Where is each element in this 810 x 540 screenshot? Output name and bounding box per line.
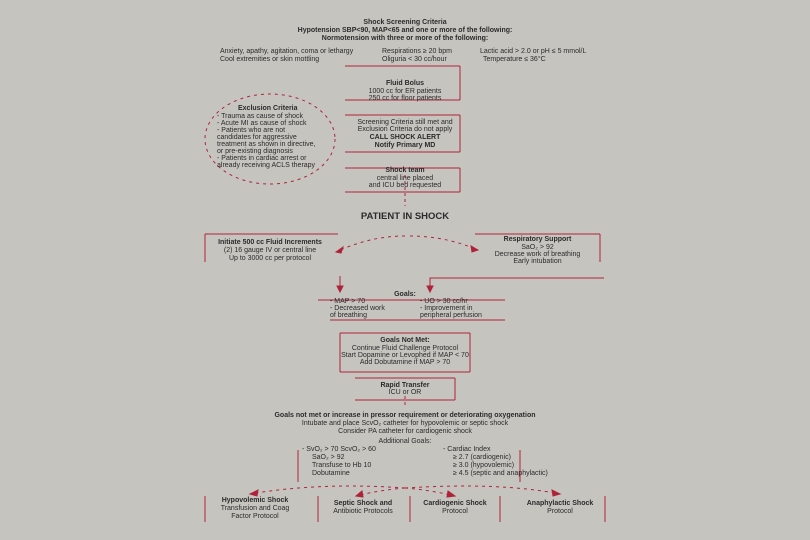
goals-not-met-title: Goals Not Met: (380, 337, 430, 344)
goals-right-2: - Improvement in (420, 305, 473, 312)
screening-title: Shock Screening Criteria (363, 19, 447, 26)
exclusion-item: - Acute MI as cause of shock (217, 120, 307, 127)
cardiogenic-line1: Protocol (442, 508, 468, 515)
anaphylactic-title: Anaphylactic Shock (526, 500, 594, 507)
rapid-transfer-line1: ICU or OR (388, 389, 422, 396)
pressor-left-3: Transfuse to Hb 10 (312, 462, 372, 469)
shock-team-line2: and ICU bed requested (368, 182, 442, 189)
patient-in-shock: PATIENT IN SHOCK (360, 211, 450, 222)
exclusion-title: Exclusion Criteria (238, 105, 298, 112)
shock-team-title: Shock team (385, 167, 425, 174)
exclusion-item: treatment as shown in directive, (217, 141, 316, 148)
criteria-right-2: Temperature ≤ 36°C (483, 56, 546, 63)
exclusion-item: already receiving ACLS therapy (217, 162, 316, 169)
cardiogenic-title: Cardiogenic Shock (423, 500, 487, 507)
fluid-increments-line2: Up to 3000 cc per protocol (228, 255, 312, 262)
criteria-left-2: Cool extremities or skin mottling (220, 56, 320, 63)
pressor-left-2: SaO₂ > 92 (312, 454, 345, 461)
goals-left-1: - MAP > 70 (330, 298, 366, 305)
exclusion-item: - Patients in cardiac arrest or (217, 155, 307, 162)
alert-line1: Screening Criteria still met and (357, 119, 453, 126)
goals-not-met-line2: Start Dopamine or Levophed if MAP < 70 (341, 352, 469, 359)
fluid-bolus-line1: 1000 cc for ER patients (368, 88, 442, 95)
shock-team-line1: central line placed (376, 175, 434, 182)
fluid-increments-line1: (2) 16 gauge IV or central line (223, 247, 317, 254)
connector-end-anaphylactic (405, 486, 560, 494)
goals-right-1: - UO > 30 cc/hr (420, 298, 468, 305)
rapid-transfer-title: Rapid Transfer (380, 382, 430, 389)
connector-shock-left-arc (336, 236, 405, 252)
anaphylactic-line1: Protocol (547, 508, 573, 515)
pressor-left-1: - SvO₂ > 70 ScvO₂ > 60 (302, 446, 376, 453)
goals-left-3: of breathing (330, 312, 367, 319)
connector-shock-right-arc (410, 236, 478, 250)
exclusion-item: candidates for aggressive (217, 134, 297, 141)
alert-line2: Exclusion Criteria do not apply (357, 126, 453, 133)
alert-line3: CALL SHOCK ALERT (369, 134, 441, 141)
septic-title: Septic Shock and (333, 500, 393, 507)
fluid-bolus-title: Fluid Bolus (385, 80, 425, 87)
screening-line2: Normotension with three or more of the following: (321, 35, 489, 42)
alert-line4: Notify Primary MD (374, 142, 436, 149)
pressor-right-1: - Cardiac Index (443, 446, 491, 453)
hypovolemic-title: Hypovolemic Shock (221, 497, 289, 504)
goals-not-met-line3: Add Dobutamine if MAP > 70 (359, 359, 451, 366)
goals-not-met-line1: Continue Fluid Challenge Protocol (351, 345, 459, 352)
criteria-left-1: Anxiety, apathy, agitation, coma or lethargy (220, 48, 354, 55)
connector-end-hypovolemic (250, 486, 405, 494)
hypovolemic-line1: Transfusion and Coag (220, 505, 290, 512)
pressor-line2: Consider PA catheter for cardiogenic shock (338, 428, 472, 435)
criteria-mid-2: Oliguria < 30 cc/hour (382, 56, 447, 63)
goals-left-2: - Decreased work (330, 305, 385, 312)
septic-line1: Antibiotic Protocols (333, 508, 393, 515)
pressor-right-4: ≥ 4.5 (septic and anaphylactic) (453, 470, 548, 477)
pressor-right-2: ≥ 2.7 (cardiogenic) (453, 454, 511, 461)
connector-end-septic (356, 488, 405, 496)
fluid-increments-title: Initiate 500 cc Fluid Increments (218, 239, 322, 246)
respiratory-title: Respiratory Support (503, 236, 572, 243)
exclusion-item: or pre-existing diagnosis (217, 148, 293, 155)
criteria-mid-1: Respirations ≥ 20 bpm (382, 48, 452, 55)
respiratory-line3: Early intubation (513, 258, 562, 265)
fluid-bolus-line2: 250 cc for floor patients (368, 95, 442, 102)
criteria-right-1: Lactic acid > 2.0 or pH ≤ 5 mmol/L (480, 48, 587, 55)
screening-line1: Hypotension SBP<90, MAP<65 and one or more of the following: (297, 27, 513, 34)
respiratory-line2: Decrease work of breathing (494, 251, 581, 258)
connector-resp-goals (430, 278, 604, 288)
pressor-left-4: Dobutamine (312, 470, 350, 477)
exclusion-item: - Trauma as cause of shock (217, 113, 303, 120)
goals-right-3: peripheral perfusion (420, 312, 482, 319)
goals-title: Goals: (394, 291, 416, 298)
pressor-line1: Intubate and place ScvO₂ catheter for hypovolemic or septic shock (301, 420, 509, 427)
pressor-right-3: ≥ 3.0 (hypovolemic) (453, 462, 515, 469)
hypovolemic-line2: Factor Protocol (231, 513, 279, 520)
pressor-title: Goals not met or increase in pressor requirement or deteriorating oxygenation (274, 412, 536, 419)
respiratory-line1: SaO₂ > 92 (521, 244, 554, 251)
pressor-line3: Additional Goals: (378, 438, 432, 445)
exclusion-item: - Patients who are not (217, 127, 286, 134)
